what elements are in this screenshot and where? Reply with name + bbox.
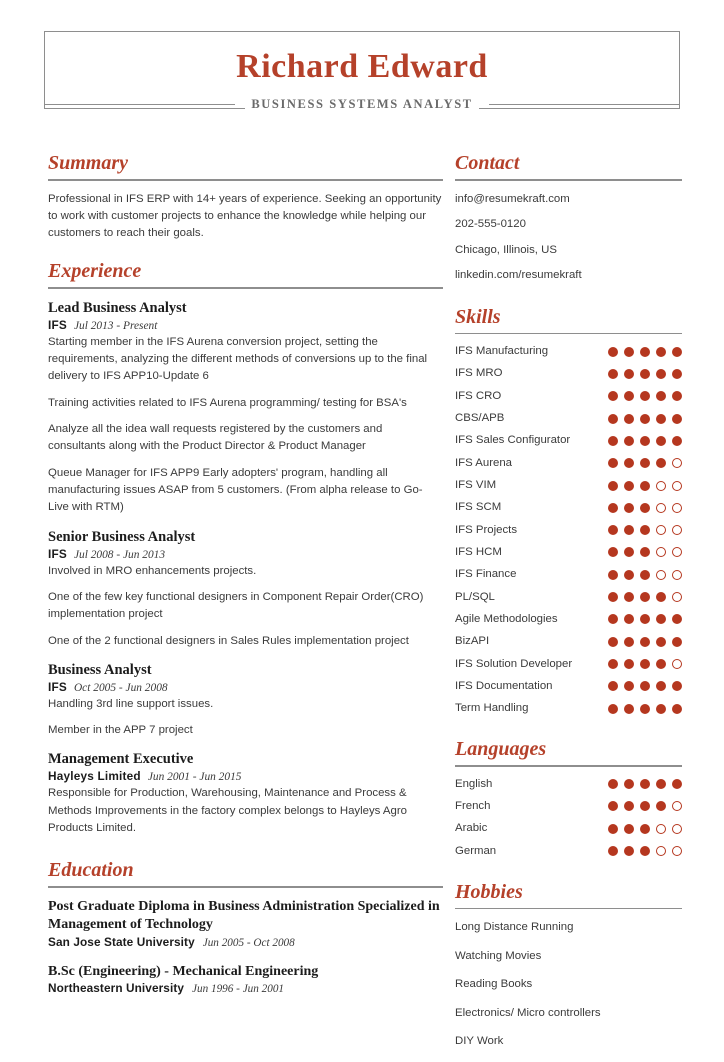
skill-row-label: IFS SCM: [455, 501, 502, 514]
section-title-languages: Languages: [455, 738, 547, 761]
job-dates: Jul 2013 - Present: [73, 319, 158, 332]
contact-line[interactable]: linkedin.com/resumekraft: [455, 269, 582, 282]
rating-dot-filled: [624, 592, 634, 602]
skill-row-label: IFS Solution Developer: [455, 657, 573, 670]
job-meta: [48, 680, 443, 694]
job-company: IFS: [48, 317, 67, 332]
rating-dot-empty: [656, 846, 666, 856]
right-column: [455, 152, 724, 1062]
rating-dot-filled: [640, 391, 650, 401]
section-rule-experience: [48, 287, 443, 289]
skill-row-rating: [608, 347, 682, 357]
skill-row-label: Term Handling: [455, 702, 529, 715]
rating-dot-filled: [608, 391, 618, 401]
job-company: IFS: [48, 679, 67, 694]
rating-dot-filled: [608, 592, 618, 602]
section-title-contact: Contact: [455, 152, 520, 174]
section-rule-hobbies: [455, 908, 682, 910]
rating-dot-filled: [608, 779, 618, 789]
experience-entry: [48, 661, 443, 740]
job-title: Lead Business Analyst: [48, 299, 187, 316]
rating-dot-filled: [640, 436, 650, 446]
rating-dot-filled: [608, 414, 618, 424]
rating-dot-filled: [656, 391, 666, 401]
section-contact: [455, 152, 682, 284]
skill-row-label: IFS Sales Configurator: [455, 434, 571, 447]
education-school: San Jose State University: [48, 934, 195, 949]
rating-dot-filled: [624, 570, 634, 580]
skills-list: [455, 344, 682, 716]
job-bullets: [48, 334, 443, 517]
hobby-item: Reading Books: [455, 978, 533, 991]
rating-dot-filled: [656, 369, 666, 379]
skill-row-label: Agile Methodologies: [455, 613, 558, 626]
skill-row: [455, 612, 682, 627]
skill-row-rating: [608, 704, 682, 714]
skill-row: [455, 389, 682, 404]
skill-row: [455, 456, 682, 471]
hobbies-list: [455, 919, 682, 1050]
job-title: Senior Business Analyst: [48, 528, 196, 545]
section-hobbies: [455, 881, 682, 1050]
skill-row: [455, 701, 682, 716]
rating-dot-filled: [640, 525, 650, 535]
left-column: [0, 152, 455, 1062]
skill-row-rating: [608, 614, 682, 624]
rating-dot-filled: [624, 391, 634, 401]
section-title-experience: Experience: [48, 260, 142, 283]
section-title-education: Education: [48, 859, 134, 882]
rating-dot-filled: [624, 481, 634, 491]
job-company: Hayleys Limited: [48, 769, 141, 784]
skill-row-label: IFS Finance: [455, 568, 517, 581]
rating-dot-filled: [656, 659, 666, 669]
language-row-label: German: [455, 844, 497, 857]
job-dates: Oct 2005 - Jun 2008: [73, 681, 168, 694]
rating-dot-filled: [608, 347, 618, 357]
summary-text: Professional in IFS ERP with 14+ years of experience. Seeking an opportunity to work with customer projects to enhance the knowledge while helping our customers to reach their goals.: [48, 192, 442, 240]
hobby-item: Long Distance Running: [455, 921, 574, 934]
experience-entry: [48, 528, 443, 650]
rating-dot-filled: [624, 659, 634, 669]
resume-columns: [0, 152, 724, 1062]
rating-dot-filled: [640, 481, 650, 491]
rating-dot-filled: [656, 637, 666, 647]
rating-dot-filled: [672, 704, 682, 714]
section-languages: [455, 738, 682, 858]
rating-dot-filled: [608, 846, 618, 856]
job-title: Management Executive: [48, 751, 194, 768]
rating-dot-empty: [656, 503, 666, 513]
rating-dot-empty: [672, 801, 682, 811]
rating-dot-empty: [656, 525, 666, 535]
job-bullet: Member in the APP 7 project: [48, 724, 193, 737]
skill-row-label: IFS HCM: [455, 546, 502, 559]
rating-dot-empty: [656, 824, 666, 834]
rating-dot-filled: [640, 637, 650, 647]
rating-dot-filled: [608, 436, 618, 446]
rating-dot-empty: [672, 824, 682, 834]
rating-dot-empty: [672, 458, 682, 468]
rating-dot-filled: [624, 458, 634, 468]
skill-row-rating: [608, 391, 682, 401]
rating-dot-filled: [640, 570, 650, 580]
rating-dot-filled: [656, 681, 666, 691]
rating-dot-filled: [640, 824, 650, 834]
rating-dot-filled: [656, 779, 666, 789]
rating-dot-filled: [656, 414, 666, 424]
rating-dot-filled: [608, 458, 618, 468]
job-company: IFS: [48, 546, 67, 561]
job-bullet: Training activities related to IFS Aurena programming/ testing for BSA's: [48, 396, 407, 409]
rating-dot-filled: [640, 547, 650, 557]
rating-dot-filled: [608, 824, 618, 834]
rating-dot-filled: [640, 369, 650, 379]
skill-row-rating: [608, 369, 682, 379]
rating-dot-empty: [672, 846, 682, 856]
rating-dot-filled: [608, 481, 618, 491]
rating-dot-filled: [624, 436, 634, 446]
rating-dot-filled: [608, 637, 618, 647]
contact-line[interactable]: 202-555-0120: [455, 218, 526, 231]
skill-row: [455, 634, 682, 649]
language-row: [455, 799, 682, 814]
skill-row: [455, 478, 682, 493]
job-bullet: One of the few key functional designers in Component Repair Order(CRO) implementation project: [48, 590, 424, 621]
rating-dot-filled: [624, 369, 634, 379]
rating-dot-filled: [624, 779, 634, 789]
rating-dot-filled: [640, 592, 650, 602]
rating-dot-filled: [624, 824, 634, 834]
skill-row-label: BizAPI: [455, 635, 490, 648]
rating-dot-filled: [624, 614, 634, 624]
section-title-skills: Skills: [455, 305, 501, 328]
rating-dot-empty: [672, 525, 682, 535]
rating-dot-empty: [656, 547, 666, 557]
rating-dot-filled: [640, 347, 650, 357]
rating-dot-filled: [672, 681, 682, 691]
education-entry: [48, 898, 443, 949]
skill-row: [455, 567, 682, 582]
job-bullet: Handling 3rd line support issues.: [48, 697, 214, 710]
candidate-job-title: BUSINESS SYSTEMS ANALYST: [245, 97, 478, 112]
rating-dot-filled: [624, 704, 634, 714]
rating-dot-filled: [608, 525, 618, 535]
rating-dot-filled: [608, 681, 618, 691]
job-bullet: One of the 2 functional designers in Sales Rules implementation project: [48, 634, 409, 647]
rating-dot-empty: [672, 503, 682, 513]
education-degree: Post Graduate Diploma in Business Administration Specialized in Management of Technology: [48, 898, 440, 932]
rating-dot-filled: [608, 369, 618, 379]
experience-list: [48, 299, 443, 837]
section-summary: [48, 152, 443, 242]
skill-row-label: IFS Aurena: [455, 456, 512, 469]
hobby-item: Watching Movies: [455, 949, 542, 962]
job-title: Business Analyst: [48, 661, 152, 678]
education-dates: Jun 1996 - Jun 2001: [192, 983, 285, 996]
skill-row-label: IFS VIM: [455, 479, 497, 492]
language-row: [455, 844, 682, 859]
skill-row: [455, 679, 682, 694]
rating-dot-filled: [624, 414, 634, 424]
education-list: [48, 898, 443, 996]
education-dates: Jun 2005 - Oct 2008: [202, 936, 295, 949]
skill-row-rating: [608, 458, 682, 468]
rating-dot-filled: [640, 681, 650, 691]
section-rule-skills: [455, 333, 682, 335]
skill-row: [455, 545, 682, 560]
rating-dot-filled: [624, 846, 634, 856]
job-bullets: [48, 563, 443, 650]
job-bullets: [48, 696, 443, 740]
rating-dot-filled: [672, 436, 682, 446]
rating-dot-filled: [672, 779, 682, 789]
rating-dot-filled: [640, 801, 650, 811]
hobby-item: DIY Work: [455, 1035, 504, 1048]
skill-row: [455, 590, 682, 605]
section-title-summary: Summary: [48, 152, 129, 174]
candidate-subtitle-bar: [44, 97, 680, 112]
education-school: Northeastern University: [48, 981, 185, 996]
rating-dot-filled: [656, 347, 666, 357]
skill-row-label: IFS MRO: [455, 367, 503, 380]
job-meta: [48, 318, 443, 332]
skill-row-rating: [608, 592, 682, 602]
language-row-rating: [608, 779, 682, 789]
rating-dot-empty: [672, 592, 682, 602]
section-rule-summary: [48, 179, 443, 181]
rating-dot-empty: [672, 481, 682, 491]
skill-row-label: CBS/APB: [455, 412, 505, 425]
rating-dot-filled: [672, 637, 682, 647]
education-meta: [48, 981, 443, 995]
skill-row: [455, 500, 682, 515]
job-meta: [48, 769, 443, 783]
skill-row-rating: [608, 525, 682, 535]
skill-row: [455, 657, 682, 672]
rating-dot-filled: [672, 347, 682, 357]
skill-row: [455, 433, 682, 448]
skill-row-rating: [608, 503, 682, 513]
rating-dot-filled: [656, 592, 666, 602]
rating-dot-filled: [640, 846, 650, 856]
rating-dot-filled: [656, 801, 666, 811]
job-bullet: Analyze all the idea wall requests registered by the customers and consultants along with the Product Director & Product Manager: [48, 423, 383, 453]
language-row-rating: [608, 801, 682, 811]
language-row-rating: [608, 824, 682, 834]
language-row-rating: [608, 846, 682, 856]
education-degree: B.Sc (Engineering) - Mechanical Engineering: [48, 963, 319, 979]
rating-dot-filled: [624, 637, 634, 647]
rating-dot-filled: [608, 801, 618, 811]
rating-dot-filled: [608, 570, 618, 580]
rating-dot-filled: [640, 779, 650, 789]
rating-dot-filled: [656, 614, 666, 624]
section-title-hobbies: Hobbies: [455, 880, 523, 903]
rating-dot-filled: [624, 681, 634, 691]
languages-list: [455, 777, 682, 859]
job-meta: [48, 547, 443, 561]
language-row: [455, 821, 682, 836]
rating-dot-filled: [640, 614, 650, 624]
skill-row-rating: [608, 570, 682, 580]
rating-dot-filled: [608, 503, 618, 513]
skill-row: [455, 411, 682, 426]
skill-row-label: IFS Manufacturing: [455, 345, 549, 358]
skill-row-rating: [608, 659, 682, 669]
rating-dot-filled: [640, 659, 650, 669]
section-rule-languages: [455, 765, 682, 767]
section-experience: [48, 260, 443, 837]
skill-row-rating: [608, 681, 682, 691]
skill-row: [455, 344, 682, 359]
experience-entry: [48, 750, 443, 837]
job-bullet: Starting member in the IFS Aurena conversion project, setting the requirements, analyzing the different methods of conversions up to the final delivery to IFS APP10-Update 6: [48, 335, 428, 383]
rating-dot-filled: [624, 801, 634, 811]
rating-dot-empty: [656, 570, 666, 580]
skill-row-rating: [608, 637, 682, 647]
rating-dot-empty: [656, 481, 666, 491]
rating-dot-filled: [672, 369, 682, 379]
candidate-name: Richard Edward: [236, 48, 488, 85]
job-bullet: Responsible for Production, Warehousing, Maintenance and Process & Methods Improvements in the factory complex belongs to Hayleys Agro Products Limited.: [48, 787, 407, 834]
rating-dot-filled: [608, 614, 618, 624]
skill-row-rating: [608, 547, 682, 557]
section-skills: [455, 306, 682, 717]
rating-dot-filled: [624, 347, 634, 357]
rating-dot-filled: [640, 414, 650, 424]
rating-dot-filled: [656, 704, 666, 714]
rating-dot-filled: [608, 547, 618, 557]
hobby-item: Electronics/ Micro controllers: [455, 1006, 601, 1019]
contact-line[interactable]: Chicago, Illinois, US: [455, 243, 557, 256]
rating-dot-filled: [624, 525, 634, 535]
experience-entry: [48, 299, 443, 517]
language-row: [455, 777, 682, 792]
rating-dot-filled: [640, 458, 650, 468]
rating-dot-filled: [656, 436, 666, 446]
rating-dot-filled: [608, 659, 618, 669]
rating-dot-filled: [672, 614, 682, 624]
skill-row-label: PL/SQL: [455, 590, 495, 603]
contact-list: [455, 191, 682, 284]
rating-dot-filled: [672, 414, 682, 424]
subtitle-rule-right: [489, 104, 680, 106]
education-meta: [48, 935, 443, 949]
job-bullets: [48, 785, 443, 837]
language-row-label: Arabic: [455, 822, 488, 835]
skill-row-label: IFS CRO: [455, 389, 502, 402]
job-dates: Jun 2001 - Jun 2015: [147, 771, 242, 784]
section-rule-contact: [455, 179, 682, 181]
rating-dot-empty: [672, 659, 682, 669]
language-row-label: English: [455, 777, 493, 790]
rating-dot-filled: [640, 704, 650, 714]
skill-row-rating: [608, 414, 682, 424]
subtitle-rule-left: [44, 104, 235, 106]
rating-dot-filled: [624, 547, 634, 557]
contact-line[interactable]: info@resumekraft.com: [455, 192, 570, 205]
skill-row: [455, 366, 682, 381]
rating-dot-filled: [672, 391, 682, 401]
job-bullet: Queue Manager for IFS APP9 Early adopters' program, handling all manufacturing issues ASAP from 5 customers. (From alpha release to Go-Live with RTM): [48, 466, 423, 514]
rating-dot-filled: [640, 503, 650, 513]
education-entry: [48, 963, 443, 996]
job-dates: Jul 2008 - Jun 2013: [73, 548, 166, 561]
job-bullet: Involved in MRO enhancements projects.: [48, 564, 257, 577]
rating-dot-filled: [624, 503, 634, 513]
skill-row-rating: [608, 436, 682, 446]
rating-dot-empty: [672, 547, 682, 557]
rating-dot-empty: [672, 570, 682, 580]
skill-row-rating: [608, 481, 682, 491]
skill-row-label: IFS Projects: [455, 523, 518, 536]
section-rule-education: [48, 886, 443, 888]
skill-row: [455, 523, 682, 538]
language-row-label: French: [455, 800, 491, 813]
rating-dot-filled: [656, 458, 666, 468]
skill-row-label: IFS Documentation: [455, 680, 553, 693]
section-education: [48, 859, 443, 995]
rating-dot-filled: [608, 704, 618, 714]
